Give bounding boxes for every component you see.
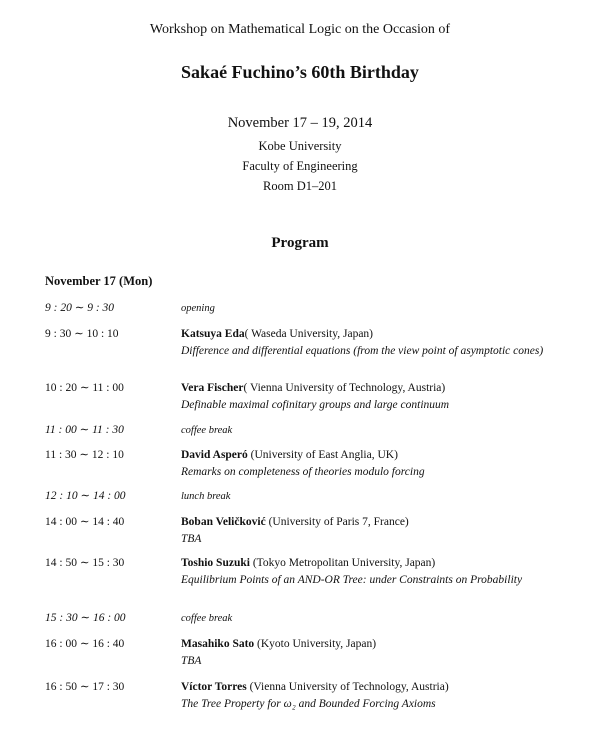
- session-time: 16 : 50 ∼ 17 : 30: [45, 681, 125, 693]
- speaker-name: Víctor Torres: [181, 681, 247, 693]
- break-label: coffee break: [181, 425, 233, 436]
- session-description: [181, 514, 563, 548]
- talk-title: Equilibrium Points of an AND-OR Tree: under Constraints on Probability: [181, 574, 523, 586]
- speaker-affiliation: ( Waseda University, Japan): [244, 328, 374, 340]
- session-description: [181, 610, 563, 627]
- speaker-name: Katsuya Eda: [181, 328, 245, 340]
- speaker-affiliation: (Tokyo Metropolitan University, Japan): [249, 557, 436, 569]
- speaker-name: Masahiko Sato: [181, 638, 255, 650]
- session-time: 14 : 50 ∼ 15 : 30: [45, 557, 125, 569]
- talk-title: Definable maximal cofinitary groups and large continuum: [181, 399, 450, 411]
- speaker-affiliation: (Vienna University of Technology, Austria): [246, 681, 449, 693]
- session-time: 15 : 30 ∼ 16 : 00: [45, 612, 126, 624]
- venue-faculty: Faculty of Engineering: [242, 159, 358, 173]
- session-description: [181, 488, 563, 505]
- talk-title: Difference and differential equations (from the view point of asymptotic cones): [181, 345, 544, 357]
- talk-title: The Tree Property for ω₂ and Bounded Forcing Axioms: [181, 698, 436, 710]
- program-heading: Program: [271, 235, 329, 251]
- speaker-name: Vera Fischer: [181, 382, 244, 394]
- session-description: [181, 679, 563, 713]
- venue-room: Room D1–201: [263, 179, 337, 193]
- session-time: 10 : 20 ∼ 11 : 00: [45, 382, 124, 394]
- speaker-affiliation: (University of Paris 7, France): [265, 516, 409, 528]
- day-heading: November 17 (Mon): [45, 274, 153, 288]
- speaker-affiliation: ( Vienna University of Technology, Austria): [243, 382, 446, 394]
- session-time: 11 : 00 ∼ 11 : 30: [45, 424, 124, 436]
- speaker-name: Toshio Suzuki: [181, 557, 250, 569]
- speaker-name: Boban Veličković: [181, 516, 266, 528]
- session-description: [181, 636, 563, 670]
- session-description: [181, 380, 563, 414]
- session-time: 9 : 30 ∼ 10 : 10: [45, 328, 119, 340]
- talk-title: Remarks on completeness of theories modulo forcing: [181, 466, 425, 478]
- session-time: 11 : 30 ∼ 12 : 10: [45, 449, 124, 461]
- session-description: [181, 422, 563, 439]
- speaker-affiliation: (Kyoto University, Japan): [254, 638, 377, 650]
- break-label: coffee break: [181, 613, 233, 624]
- session-time: 12 : 10 ∼ 14 : 00: [45, 490, 126, 502]
- venue-university: Kobe University: [258, 139, 342, 153]
- session-description: [181, 555, 563, 589]
- break-label: lunch break: [181, 491, 231, 502]
- speaker-affiliation: (University of East Anglia, UK): [247, 449, 398, 461]
- workshop-dates: November 17 – 19, 2014: [227, 115, 373, 131]
- talk-title: TBA: [181, 533, 202, 545]
- session-description: [181, 447, 563, 481]
- workshop-subtitle: Workshop on Mathematical Logic on the Occasion of: [149, 22, 451, 37]
- session-time: 9 : 20 ∼ 9 : 30: [45, 302, 115, 314]
- speaker-name: David Asperó: [181, 449, 248, 461]
- session-time: 14 : 00 ∼ 14 : 40: [45, 516, 125, 528]
- talk-title: TBA: [181, 655, 202, 667]
- break-label: opening: [181, 303, 215, 314]
- session-time: 16 : 00 ∼ 16 : 40: [45, 638, 125, 650]
- workshop-title: Sakaé Fuchino’s 60th Birthday: [181, 62, 419, 82]
- session-description: [181, 300, 563, 317]
- session-description: [181, 326, 563, 360]
